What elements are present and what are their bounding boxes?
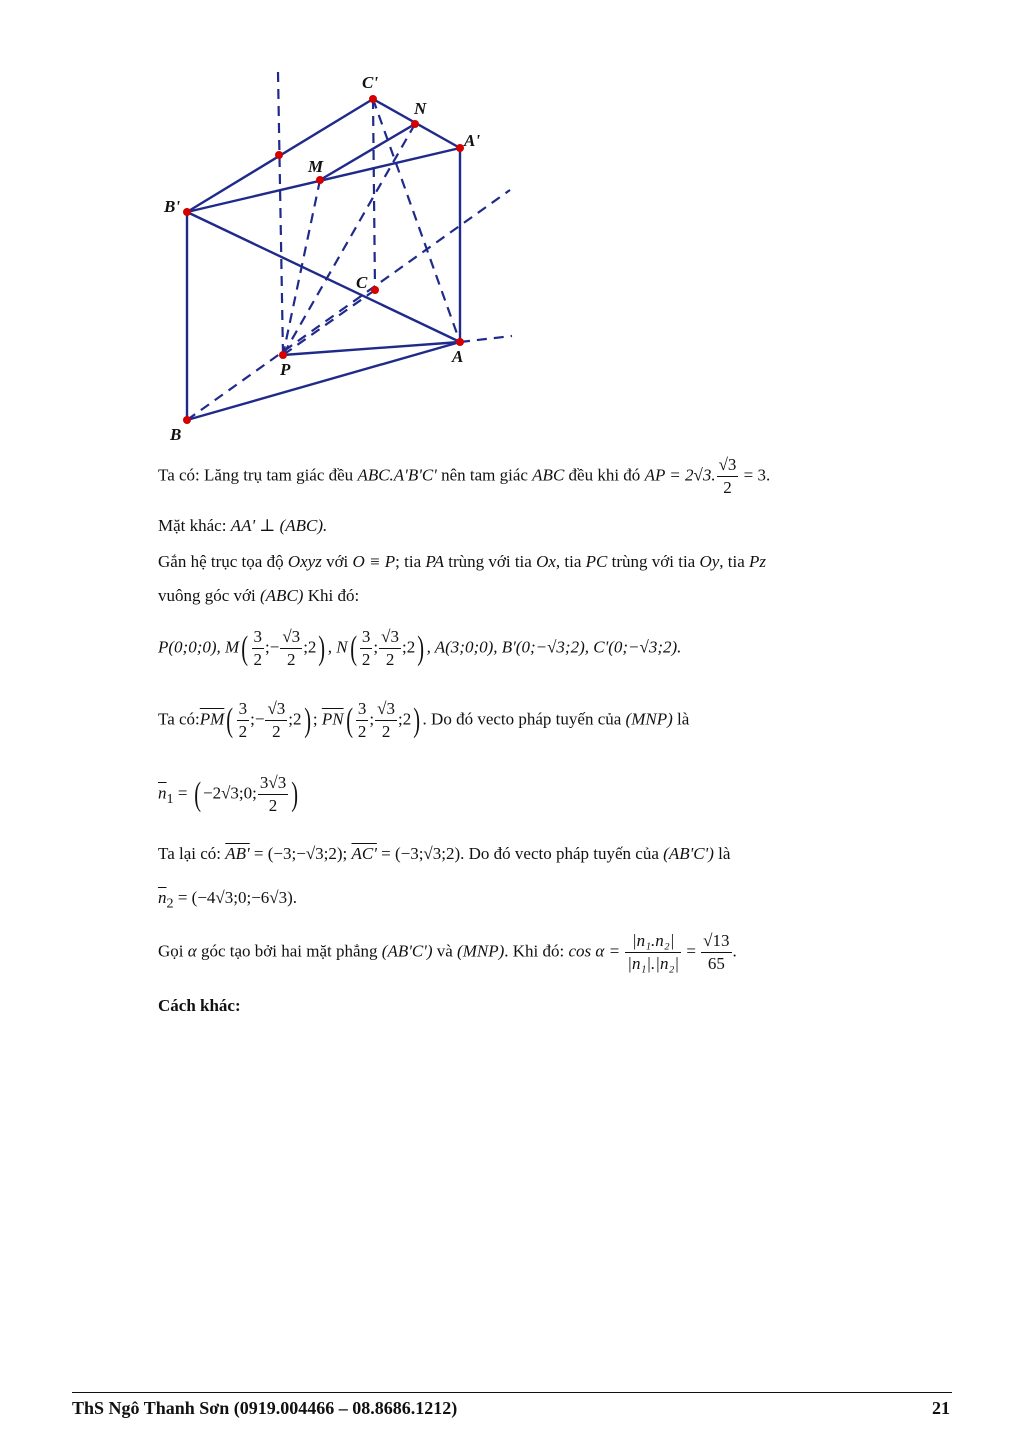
footer-author: ThS Ngô Thanh Sơn (0919.004466 – 08.8686.1212)	[72, 1398, 458, 1418]
text-line-1: Ta có: Lăng trụ tam giác đều ABC.A'B'C' nên tam giác ABC đều khi đó AP = 2√3. $\frac{√3}{2}$ = 3.	[158, 455, 771, 497]
text-line-4: vuông góc với (ABC) Khi đó:	[158, 586, 360, 605]
label-c-prime: C'	[362, 73, 379, 92]
cos-alpha-line: Gọi α góc tạo bởi hai mặt phẳng (AB'C') và (MNP). Khi đó: cos α = $\frac{\text{|n₁.n₂|}}{\text{|n₁|.|n₂|}}$ = $\frac{√13}{65}$ .	[158, 931, 737, 973]
label-p: P	[280, 360, 291, 379]
footer-divider	[72, 1392, 952, 1393]
label-b: B	[170, 425, 182, 444]
vectors-pm-pn-line: Ta $có:\overline{PM}$( $\frac{3}{2}$ ;− $\frac{√3}{2}$ ;2) ; $\overline{PN}$( $\frac{3}{2}$ ; $\frac{√3}{2}$ ;2) . Do đó vecto pháp tuyến của (MNP) là	[158, 699, 690, 741]
label-c: C	[356, 273, 368, 292]
vectors-ab-ac-line: Ta lại có: AB' = (−3;−√3;2); AC' = (−3;√3;2). Do đó vecto pháp tuyến của (AB'C') là	[158, 844, 731, 863]
label-b-prime: B'	[164, 197, 181, 216]
normal-n1-line: $\overline{n}_1$ = ( −2√3;0; $\frac{3√3}{2}$ )	[158, 773, 299, 815]
normal-n2-line: $\overline{n}_2$ = (−4√3;0;−6√3).	[158, 888, 298, 912]
label-a: A	[452, 347, 464, 366]
alternative-method-heading: Cách khác:	[158, 996, 241, 1015]
page-number: 21	[932, 1398, 950, 1418]
prism-figure	[150, 62, 530, 452]
text-line-3: Gắn hệ trục tọa độ Oxyz với O ≡ P; tia PA trùng với tia Ox, tia PC trùng với tia Oy, tia Pz	[158, 552, 767, 571]
label-m: M	[308, 157, 324, 176]
label-a-prime: A'	[464, 131, 481, 150]
text-line-2: Mặt khác: AA' ⊥ (ABC).	[158, 516, 328, 535]
coordinates-line: P(0;0;0), M( $\frac{3}{2}$ ;− $\frac{√3}{2}$ ;2) , N( $\frac{3}{2}$ ; $\frac{√3}{2}$ ;2) , A(3;0;0), B'(0;−√3;2), C'(0;−√3;2).	[158, 627, 682, 669]
label-n: N	[414, 99, 427, 118]
